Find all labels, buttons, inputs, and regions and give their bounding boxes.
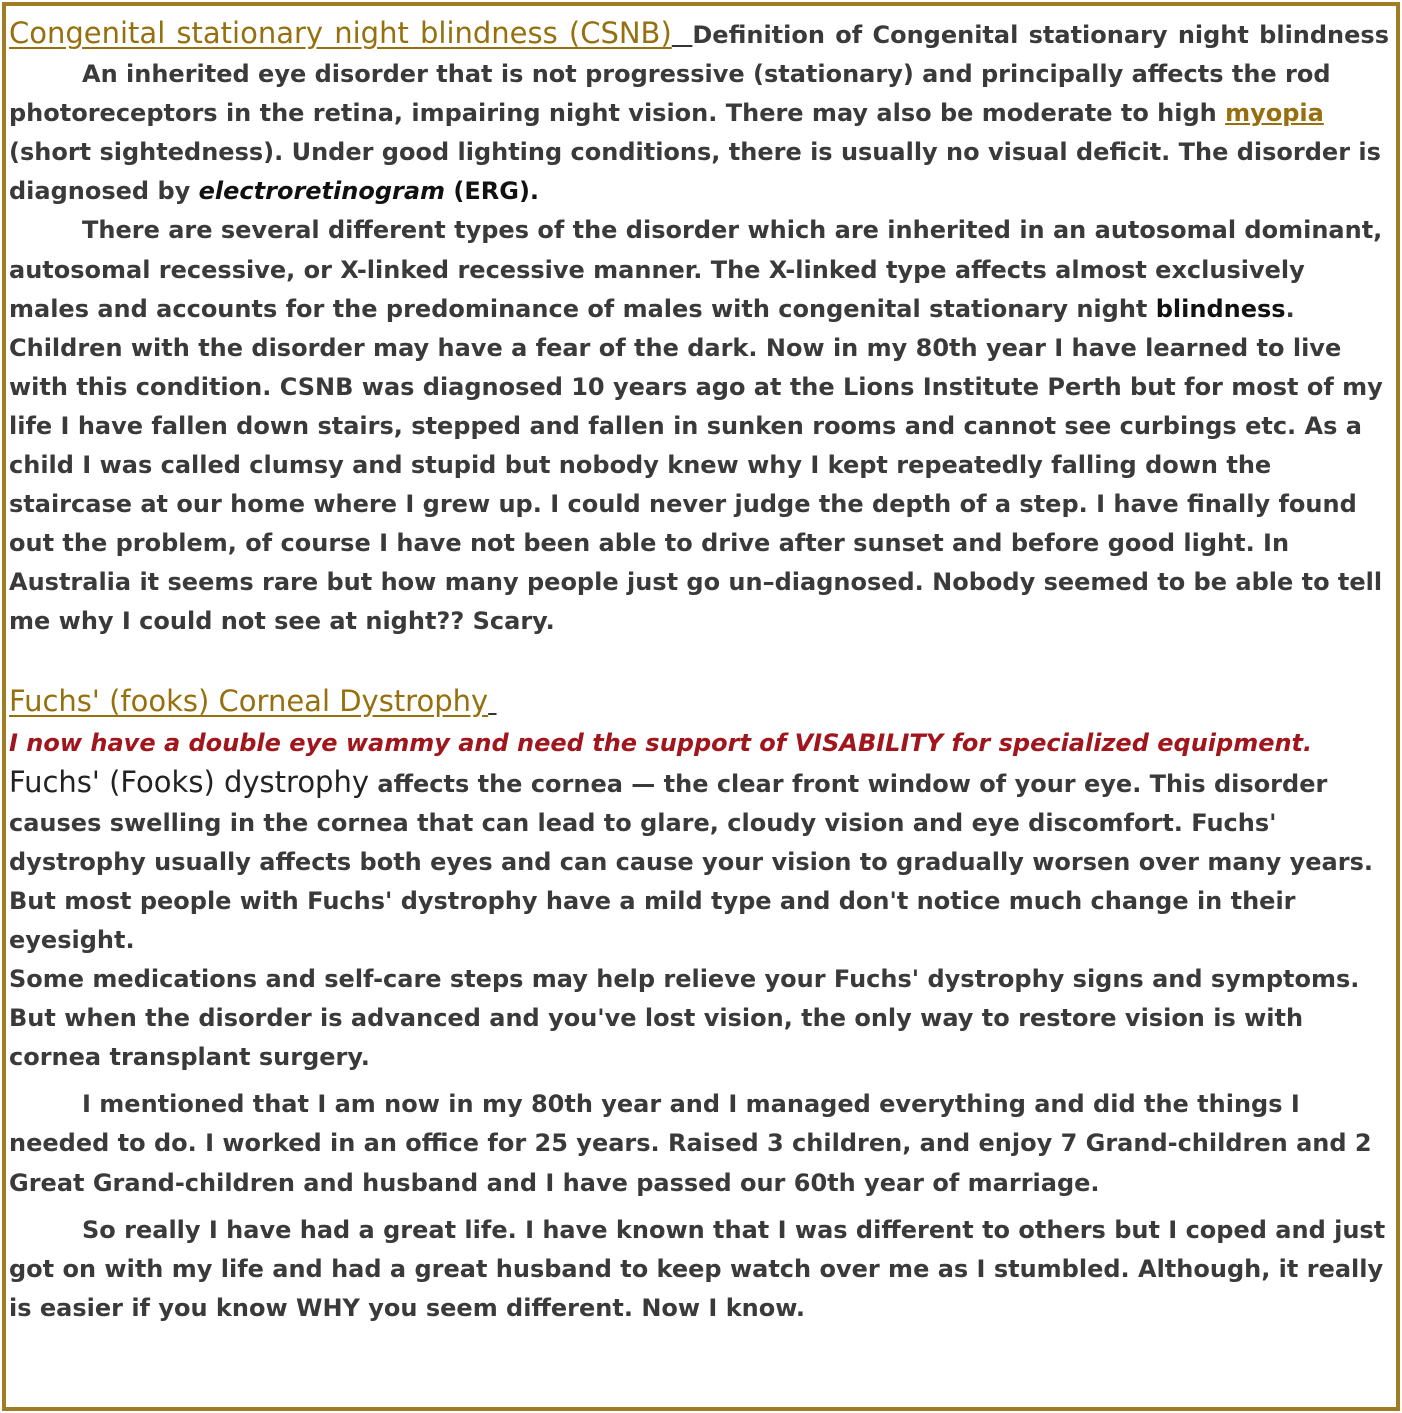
- fuchs-heading-line: [9, 681, 1389, 724]
- myopia-link[interactable]: myopia: [1225, 99, 1324, 128]
- csnb-para2-text-b: . Children with the disorder may have a fear of the dark. Now in my 80th year I have learned to live with this condition. CSNB was diagnosed 10 years ago at the Lions Institute Perth but for most of my life I have fallen down stairs, stepped and fallen in sunken rooms and cannot see curbings etc. As a child I was called clumsy and stupid but nobody knew why I kept repeatedly falling down the staircase at our home where I grew up. I could never judge the depth of a step. I have finally found out the problem, of course I have not been able to drive after sunset and before good light. In Australia it seems rare but how many people just go un–diagnosed. Nobody seemed to be able to tell me why I could not see at night?? Scary.: [9, 294, 1383, 636]
- csnb-para1-text-b: (short sightedness). Under good lighting conditions, there is usually no visual deficit. The disorder is diagnosed by: [9, 138, 1381, 206]
- fuchs-paragraph-2: Some medications and self-care steps may help relieve your Fuchs' dystrophy signs and symptoms. But when the disorder is advanced and you've lost vision, the only way to restore vision is with cornea transplant surgery.: [9, 965, 1360, 1072]
- csnb-para1-text-a: An inherited eye disorder that is not progressive (stationary) and principally affects the rod photoreceptors in the retina, impairing night vision. There may also be moderate to high: [9, 60, 1331, 128]
- blindness-word: blindness: [1155, 294, 1286, 323]
- personal-paragraph-2: So really I have had a great life. I have known that I was different to others but I coped and just got on with my life and had a great husband to keep watch over me as I stumbled. Although, it really is easier if you know WHY you seem different. Now I know.: [9, 1215, 1386, 1322]
- erg-term: electroretinogram: [198, 177, 446, 206]
- csnb-paragraph-1: [9, 55, 1389, 211]
- fuchs-heading-underline-gap: [488, 689, 496, 717]
- fuchs-paragraph-1: [9, 763, 1389, 960]
- heading-underline-gap: [672, 21, 693, 49]
- csnb-definition-label: Definition of Congenital stationary night blindness: [692, 21, 1389, 49]
- fuchs-para1-text: affects the cornea — the clear front window of your eye. This disorder causes swelling in the cornea that can lead to glare, cloudy vision and eye discomfort. Fuchs' dystrophy usually affects both eyes and can cause your vision to gradually worsen over many years. But most people with Fuchs' dystrophy have a mild type and don't notice much change in their eyesight.: [9, 769, 1373, 954]
- section-spacer: [9, 642, 1389, 681]
- fuchs-term: Fuchs' (Fooks) dystrophy: [9, 764, 370, 799]
- wammy-note: I now have a double eye wammy and need the support of VISABILITY for specialized equipment.: [9, 728, 1313, 757]
- csnb-heading-line: [9, 14, 1389, 55]
- personal-paragraph-1: I mentioned that I am now in my 80th year and I managed everything and did the things I needed to do. I worked in an office for 25 years. Raised 3 children, and enjoy 7 Grand-children and 2 Great Grand-children and husband and I have passed our 60th year of marriage.: [9, 1090, 1372, 1197]
- fuchs-heading-link[interactable]: Fuchs' (fooks) Corneal Dystrophy: [9, 683, 489, 718]
- csnb-paragraph-2: [9, 211, 1389, 641]
- article-body: [9, 14, 1389, 1328]
- csnb-para2-text-a: There are several different types of the disorder which are inherited in an autosomal dominant, autosomal recessive, or X-linked recessive manner. The X-linked type affects almost exclusively males and accounts for the predominance of males with congenital stationary night: [9, 216, 1383, 323]
- paragraph-spacer-2: [9, 1203, 1389, 1211]
- paragraph-spacer: [9, 1077, 1389, 1085]
- csnb-para1-text-c: (ERG).: [445, 177, 540, 206]
- csnb-heading-link[interactable]: Congenital stationary night blindness (CSNB): [9, 16, 672, 50]
